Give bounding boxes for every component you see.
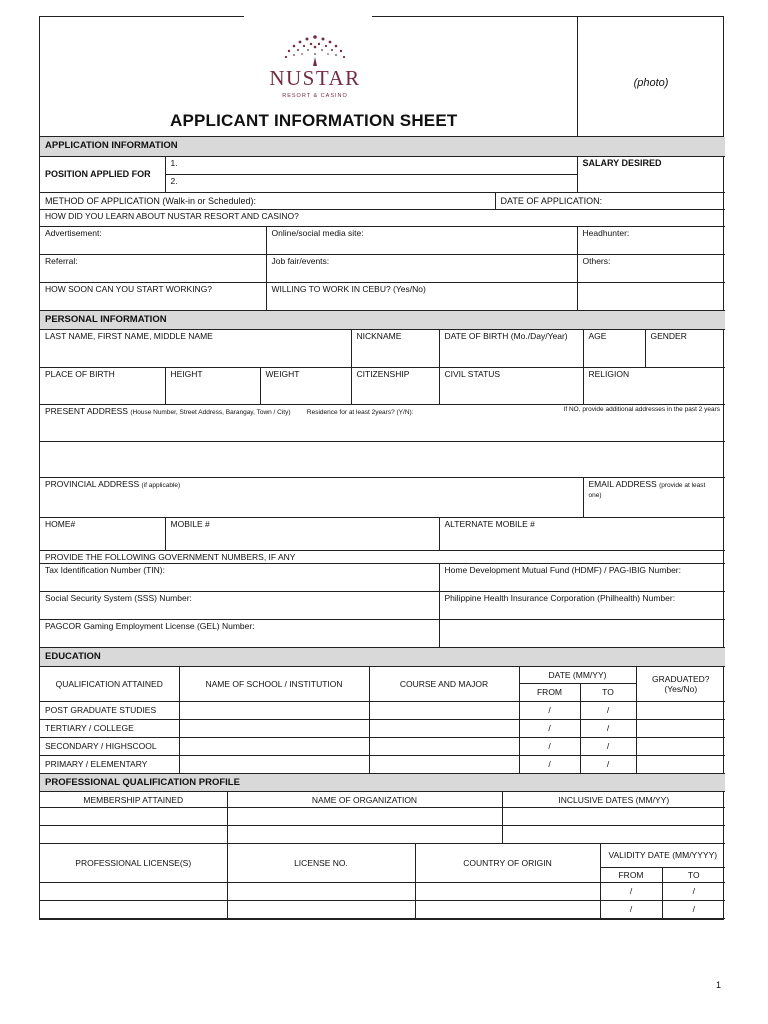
weight-field[interactable]: WEIGHT [260,368,351,405]
date-from-input[interactable]: / [519,737,580,755]
start-working-field[interactable]: HOW SOON CAN YOU START WORKING? [40,282,266,310]
email-address-hint: (provide at least one) [588,482,706,499]
section-professional-qualification: PROFESSIONAL QUALIFICATION PROFILE [40,774,725,792]
membership-input[interactable] [40,826,227,844]
email-address-label: EMAIL ADDRESS [588,479,657,489]
page-title: APPLICANT INFORMATION SHEET [170,111,458,130]
course-input[interactable] [369,719,519,737]
col-inclusive-dates: INCLUSIVE DATES (MM/YY) [502,792,725,808]
course-input[interactable] [369,755,519,773]
col-organization-name: NAME OF ORGANIZATION [227,792,502,808]
logo-border-gap [244,15,372,19]
photo-box[interactable] [577,17,724,137]
blank-cell [439,620,725,648]
col-qualification-attained: QUALIFICATION ATTAINED [40,666,179,701]
place-of-birth-field[interactable]: PLACE OF BIRTH [40,368,165,405]
position-choice-1[interactable]: 1. [165,156,577,174]
table-row [40,882,725,900]
col-to: TO [662,867,725,882]
graduated-input[interactable] [636,755,725,773]
logo-area [40,17,577,137]
membership-table [40,774,725,845]
provincial-address-field[interactable] [40,478,583,518]
position-choice-2[interactable]: 2. [165,174,577,192]
col-to: TO [580,683,636,701]
provincial-address-label: PROVINCIAL ADDRESS [45,479,140,489]
logo-text: NUSTAR [269,66,361,90]
advertisement-field[interactable]: Advertisement: [40,226,266,254]
inclusive-dates-input[interactable] [502,826,725,844]
date-from-input[interactable]: / [519,719,580,737]
residence-duration-hint: Residence for at least 2years? (Y/N): [306,409,414,416]
validity-from-input[interactable]: / [600,882,662,900]
section-application-information: APPLICATION INFORMATION [40,137,725,156]
tin-field[interactable]: Tax Identification Number (TIN): [40,564,439,592]
nustar-logo [255,27,375,117]
government-numbers-label: PROVIDE THE FOLLOWING GOVERNMENT NUMBERS, IF ANY [40,551,725,564]
graduated-input[interactable] [636,737,725,755]
salary-desired-field[interactable]: SALARY DESIRED [577,156,725,192]
table-row [40,808,725,826]
gel-field[interactable]: PAGCOR Gaming Employment License (GEL) Number: [40,620,439,648]
course-input[interactable] [369,701,519,719]
present-address-hint: (House Number, Street Address, Barangay, Town / City) [130,409,291,416]
school-input[interactable] [179,701,369,719]
date-to-input[interactable]: / [580,737,636,755]
blank-cell [577,282,725,310]
headhunter-field[interactable]: Headhunter: [577,226,725,254]
date-to-input[interactable]: / [580,701,636,719]
photo-label: (photo) [633,77,669,89]
graduated-input[interactable] [636,701,725,719]
license-no-input[interactable] [227,882,415,900]
license-input[interactable] [40,882,227,900]
additional-address-field[interactable] [40,442,725,478]
country-input[interactable] [415,882,600,900]
col-validity-date: VALIDITY DATE (MM/YYYY) [600,844,725,867]
validity-to-input[interactable]: / [662,882,725,900]
license-no-input[interactable] [227,900,415,918]
education-level-label: PRIMARY / ELEMENTARY [40,755,179,773]
education-table [40,648,725,774]
col-license-no: LICENSE NO. [227,844,415,882]
sss-field[interactable]: Social Security System (SSS) Number: [40,592,439,620]
table-row [40,737,725,755]
table-row [40,755,725,773]
form-header [40,17,723,137]
provincial-address-hint: (if applicable) [141,482,181,489]
date-from-input[interactable]: / [519,755,580,773]
organization-input[interactable] [227,826,502,844]
present-address-field[interactable] [40,405,725,442]
additional-address-hint: If NO, provide additional addresses in the past 2 years [563,406,720,413]
application-information-table [40,137,725,311]
col-course-major: COURSE AND MAJOR [369,666,519,701]
date-from-input[interactable]: / [519,701,580,719]
date-of-application-field[interactable]: DATE OF APPLICATION: [495,192,725,209]
referral-field[interactable]: Referral: [40,254,266,282]
nickname-field[interactable]: NICKNAME [351,330,439,368]
education-level-label: POST GRADUATE STUDIES [40,701,179,719]
school-input[interactable] [179,755,369,773]
full-name-field[interactable]: LAST NAME, FIRST NAME, MIDDLE NAME [40,330,351,368]
inclusive-dates-input[interactable] [502,808,725,826]
religion-field[interactable]: RELIGION [583,368,725,405]
school-input[interactable] [179,737,369,755]
organization-input[interactable] [227,808,502,826]
date-to-input[interactable]: / [580,755,636,773]
page-number: 1 [716,980,722,990]
height-field[interactable]: HEIGHT [165,368,260,405]
table-row [40,701,725,719]
mobile-field[interactable]: MOBILE # [165,518,439,551]
civil-status-field[interactable]: CIVIL STATUS [439,368,583,405]
alternate-mobile-field[interactable]: ALTERNATE MOBILE # [439,518,725,551]
col-graduated: GRADUATED? (Yes/No) [636,666,725,701]
education-level-label: TERTIARY / COLLEGE [40,719,179,737]
others-field[interactable]: Others: [577,254,725,282]
method-of-application-field[interactable]: METHOD OF APPLICATION (Walk-in or Scheduled): [40,192,495,209]
application-form [39,16,724,920]
present-address-label: PRESENT ADDRESS [45,406,128,416]
section-education: EDUCATION [40,648,725,666]
gender-field[interactable]: GENDER [645,330,725,368]
hdmf-field[interactable]: Home Development Mutual Fund (HDMF) / PAG-IBIG Number: [439,564,725,592]
school-input[interactable] [179,719,369,737]
philhealth-field[interactable]: Philippine Health Insurance Corporation (Philhealth) Number: [439,592,725,620]
country-input[interactable] [415,900,600,918]
validity-to-input[interactable]: / [662,900,725,918]
col-school-name: NAME OF SCHOOL / INSTITUTION [179,666,369,701]
section-personal-information: PERSONAL INFORMATION [40,311,725,330]
date-of-birth-field[interactable]: DATE OF BIRTH (Mo./Day/Year) [439,330,583,368]
col-from: FROM [519,683,580,701]
col-membership-attained: MEMBERSHIP ATTAINED [40,792,227,808]
course-input[interactable] [369,737,519,755]
personal-information-table [40,311,725,649]
table-row [40,719,725,737]
home-phone-field[interactable]: HOME# [40,518,165,551]
position-applied-label: POSITION APPLIED FOR [40,156,165,192]
graduated-input[interactable] [636,719,725,737]
willing-cebu-field[interactable]: WILLING TO WORK IN CEBU? (Yes/No) [266,282,577,310]
email-address-field[interactable] [583,478,725,518]
table-row [40,826,725,844]
learn-about-label: HOW DID YOU LEARN ABOUT NUSTAR RESORT AND CASINO? [40,209,725,226]
col-from: FROM [600,867,662,882]
validity-from-input[interactable]: / [600,900,662,918]
membership-input[interactable] [40,808,227,826]
job-fair-field[interactable]: Job fair/events: [266,254,577,282]
logo-subtext: RESORT & CASINO [282,93,348,99]
citizenship-field[interactable]: CITIZENSHIP [351,368,439,405]
table-row [40,900,725,918]
online-social-field[interactable]: Online/social media site: [266,226,577,254]
col-date-mmyy: DATE (MM/YY) [519,666,636,683]
age-field[interactable]: AGE [583,330,645,368]
col-country-of-origin: COUNTRY OF ORIGIN [415,844,600,882]
license-table [40,844,725,919]
license-input[interactable] [40,900,227,918]
education-level-label: SECONDARY / HIGHSCOOL [40,737,179,755]
col-professional-license: PROFESSIONAL LICENSE(S) [40,844,227,882]
date-to-input[interactable]: / [580,719,636,737]
